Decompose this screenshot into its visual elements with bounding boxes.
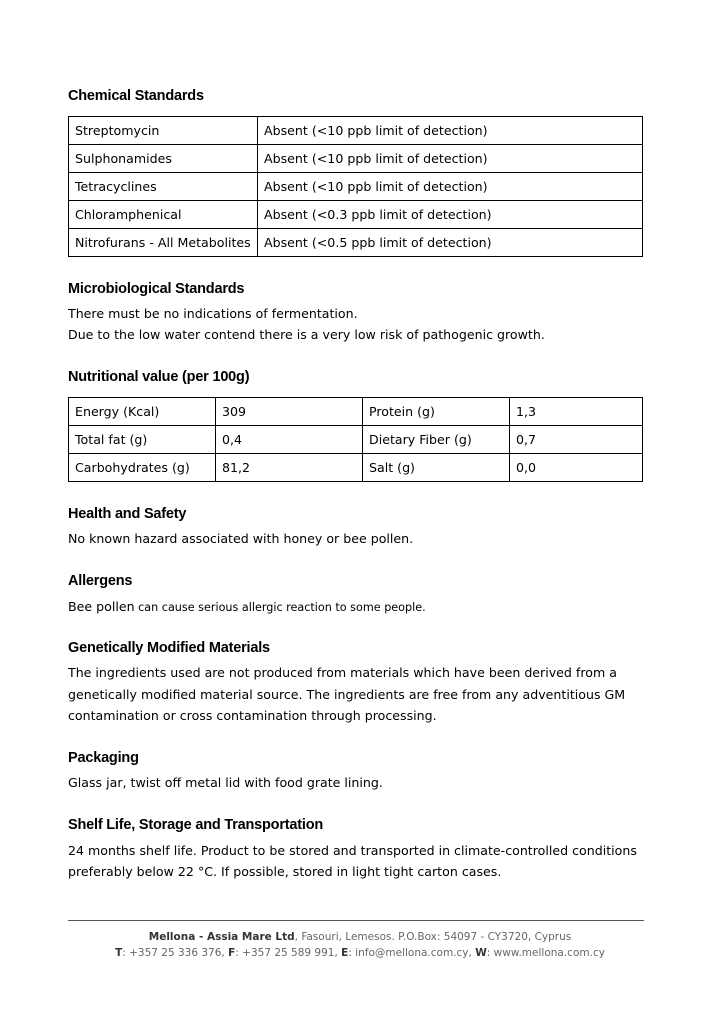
table-row — [69, 229, 643, 257]
table-cell: 81,2 — [216, 454, 363, 482]
footer-email-label: E — [341, 947, 349, 959]
table-cell: 0,4 — [216, 426, 363, 454]
footer-web-label: W — [475, 947, 487, 959]
allergens-text-part: can cause serious allergic reaction to some people. — [134, 601, 426, 614]
table-cell: Total fat (g) — [69, 426, 216, 454]
table-row — [69, 426, 643, 454]
gmo-text-line: genetically modified material source. The ingredients are free from any adventitious GM — [68, 687, 626, 702]
footer-phone-label: T — [115, 947, 123, 959]
table-cell: Salt (g) — [363, 454, 510, 482]
shelf-life-text-line: preferably below 22 °C. If possible, stored in light tight carton cases. — [68, 864, 502, 879]
table-row — [69, 145, 643, 173]
microbiological-standards-heading: Microbiological Standards — [68, 281, 245, 297]
health-safety-heading: Health and Safety — [68, 506, 187, 522]
table-row — [69, 117, 643, 145]
footer-company-name: Mellona - Assia Mare Ltd — [148, 931, 295, 943]
allergens-text — [68, 596, 644, 618]
table-cell: Absent (<10 ppb limit of detection) — [258, 145, 643, 173]
footer-fax-label: F — [228, 947, 236, 959]
table-cell: Absent (<0.3 ppb limit of detection) — [258, 201, 643, 229]
shelf-life-heading: Shelf Life, Storage and Transportation — [68, 817, 324, 833]
gmo-heading: Genetically Modified Materials — [68, 640, 270, 656]
footer-divider — [68, 920, 644, 921]
table-cell: Dietary Fiber (g) — [363, 426, 510, 454]
microbiological-text-line: Due to the low water contend there is a very low risk of pathogenic growth. — [68, 327, 545, 342]
table-cell: Energy (Kcal) — [69, 398, 216, 426]
table-cell: Chloramphenical — [69, 201, 258, 229]
table-cell: 0,0 — [510, 454, 643, 482]
footer-phone: : +357 25 336 376, — [122, 947, 229, 959]
footer-company-line — [0, 931, 720, 943]
footer-address: , Fasouri, Lemesos. P.O.Box: 54097 - CY3720, Cyprus — [294, 931, 572, 943]
chemical-standards-table — [68, 116, 643, 257]
nutritional-value-heading: Nutritional value (per 100g) — [68, 369, 250, 385]
footer-fax: : +357 25 589 991, — [235, 947, 342, 959]
allergens-heading: Allergens — [68, 573, 133, 589]
allergens-text-part: Bee pollen — [68, 599, 135, 614]
table-row — [69, 201, 643, 229]
packaging-heading: Packaging — [68, 750, 139, 766]
nutritional-value-table — [68, 397, 643, 482]
chemical-standards-heading: Chemical Standards — [68, 88, 204, 104]
table-cell: 309 — [216, 398, 363, 426]
table-cell: Protein (g) — [363, 398, 510, 426]
table-cell: Streptomycin — [69, 117, 258, 145]
table-row — [69, 454, 643, 482]
gmo-text-line: The ingredients used are not produced from materials which have been derived from a — [68, 665, 617, 680]
table-row — [69, 173, 643, 201]
table-cell: 0,7 — [510, 426, 643, 454]
table-cell: Nitrofurans - All Metabolites — [69, 229, 258, 257]
gmo-text-line: contamination or cross contamination through processing. — [68, 708, 437, 723]
packaging-text: Glass jar, twist off metal lid with food grate lining. — [68, 775, 383, 790]
table-cell: Absent (<10 ppb limit of detection) — [258, 173, 643, 201]
table-row — [69, 398, 643, 426]
footer-contact-line — [0, 947, 720, 959]
footer-web: : www.mellona.com.cy — [486, 947, 605, 959]
footer-email: : info@mellona.com.cy, — [348, 947, 476, 959]
table-cell: Absent (<0.5 ppb limit of detection) — [258, 229, 643, 257]
table-cell: 1,3 — [510, 398, 643, 426]
shelf-life-text-line: 24 months shelf life. Product to be stored and transported in climate-controlled conditions — [68, 843, 637, 858]
table-cell: Tetracyclines — [69, 173, 258, 201]
table-cell: Carbohydrates (g) — [69, 454, 216, 482]
microbiological-text-line: There must be no indications of fermentation. — [68, 306, 358, 321]
health-safety-text: No known hazard associated with honey or bee pollen. — [68, 531, 414, 546]
table-cell: Sulphonamides — [69, 145, 258, 173]
table-cell: Absent (<10 ppb limit of detection) — [258, 117, 643, 145]
